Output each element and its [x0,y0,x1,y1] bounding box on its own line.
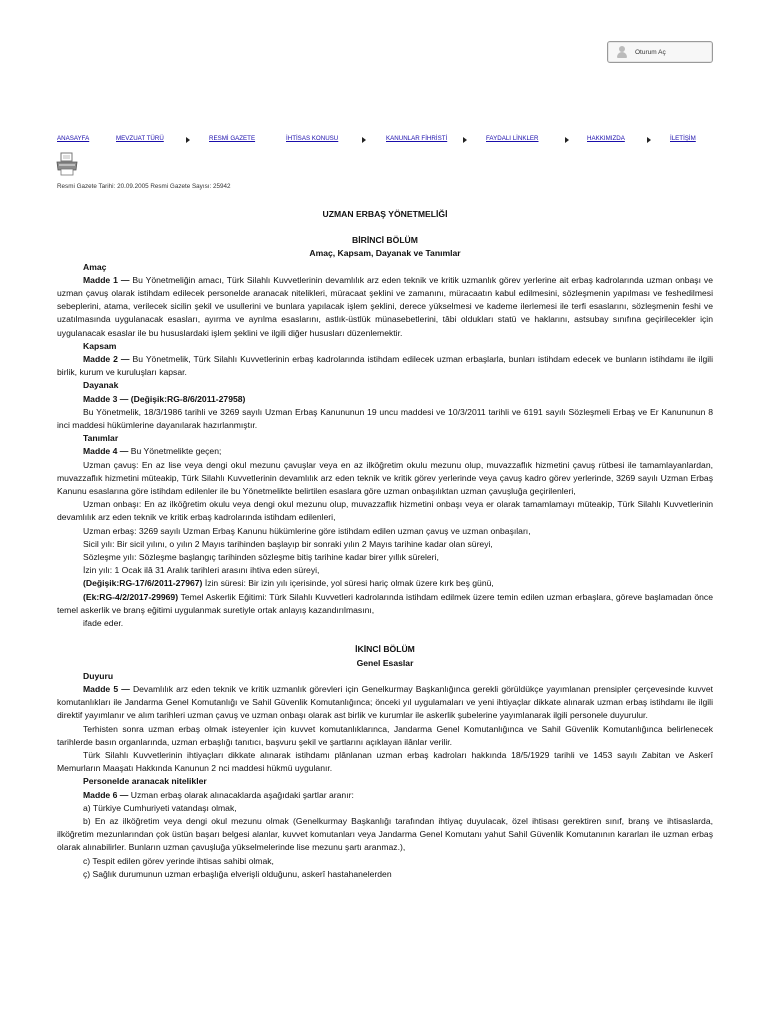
article: Madde 6 — Uzman erbaş olarak alınacaklarda aşağıdaki şartlar aranır: [83,789,354,800]
paragraph: Türk Silahlı Kuvvetlerinin ihtiyaçları dikkate alınarak istihdamı plânlanan uzman erbaş kadroları hakkında 18/5/1929 tarihli ve 1453 sayılı Zabitan ve Askerî Memurların Maaşatı Hakkında Kanunun 2 nci maddesi hükmü uygulanır. [57,749,713,774]
heading: Dayanak [83,380,119,391]
article: Madde 1 — Bu Yönetmeliğin amacı, Türk Silahlı Kuvvetlerinin devamlılık arz eden teknik ve kritik uzmanlık görev yerlerine ait erbaş kadrolarında uzman onbaşı ve uzman çavuş olarak istihdam edilecek personelde aranacak nitelikleri, müracaat şeklini ve zamanını, müracaatın kabul edilmesini, sözleşmenin yapılması ve feshedilmesi sebeplerini, atama, verilecek sicilin şekil ve usullerini ve bunlara yapılacak işlem şeklini, derece yükselmesi ve kademe ilerlemesi ile terfi esaslarını, sözleşmenin feshi ve uzatılmasında uygulanacak esasları, ayırma ve ayrılma esaslarını, astlık-üstlük münasebetlerini, tâbi oldukları statü ve haklarını, astsubay sınıfına geçirilecekler için uygulanacak esaslar ile bu hususlardaki işlem şeklini ve ilgili diğer hususları düzenlemektir. [57,274,713,338]
nav-legislation-type[interactable]: MEVZUAT TÜRÜ [116,135,164,142]
heading: Kapsam [83,340,117,351]
section-title: BİRİNCİ BÖLÜM [352,235,418,246]
nav-about[interactable]: HAKKIMIZDA [587,135,625,142]
heading: Duyuru [83,670,114,681]
list-item: b) En az ilköğretim veya dengi okul mezunu olmak (Genelkurmay Başkanlığı tarafından ihtiyaç duyulacak, özel ihtisası gerektiren sınıf, branş ve ihtisaslarda, ilköğretim mezunlarından çok üstün başarı belgesi alanlar, kuvvet komutanları veya Jandarma Genel Komutanı yahut Sahil Güvenlik Komutanının kararları ile uzman erbaş olarak alınabilirler. Bunların uzman çavuşluğa yükselmelerinde lise mezunu şartı aranmaz.), [57,815,713,853]
definition: Sözleşme yılı: Sözleşme başlangıç tarihinden sözleşme bitiş tarihine kadar birer yıllık süreleri, [83,552,439,563]
document-body [57,208,713,881]
definition: Uzman erbaş: 3269 sayılı Uzman Erbaş Kanunu hükümlerine göre istihdam edilen uzman çavuş ve uzman onbaşıları, [83,525,531,536]
heading: Amaç [83,261,107,272]
doc-title: UZMAN ERBAŞ YÖNETMELİĞİ [322,209,448,219]
list-item: a) Türkiye Cumhuriyeti vatandaşı olmak, [83,802,237,813]
definition: Uzman çavuş: En az lise veya dengi okul mezunu çavuşlar veya en az ilköğretim okulu mezunu olup, muvazzaflık hizmetini çavuş rütbesi ile tamamlayanlardan, muvazzaflık hizmetini müteakip, Türk Silahlı Kuvvetlerinin devamlılık arz eden teknik ve kritik görev yerlerinde veya çavuş kadro görev yerlerinde, 3269 sayılı Uzman Erbaş Kanunu esaslarına göre istihdam edilenler ile bu Yönetmelikte belirtilen esaslara göre uzman onbaşılıktan uzman çavuşluğa geçirilenleri, [57,459,713,497]
article-label: Madde 3 — (Değişik:RG-8/6/2011-27958) [83,393,246,404]
definition: Uzman onbaşı: En az ilköğretim okulu veya dengi okul mezunu olup, muvazzaflık hizmetini onbaşı veya er olarak tamamlamayı müteakip, Türk Silahlı Kuvvetlerinin devamlılık arz eden teknik ve kritik erbaş kadrolarında istihdam edilenleri, [57,499,713,523]
definition: Sicil yılı: Bir sicil yılını, o yılın 2 Mayıs tarihinden başlayıp bir sonraki yılın 2 Mayıs tarihine kadar olan süreyi, [83,538,493,549]
section-subtitle: Genel Esaslar [356,657,414,668]
login-label: Oturum Aç [635,48,666,56]
nav-arrow-icon [647,137,651,143]
heading: Personelde aranacak nitelikler [83,776,207,787]
main-nav [57,135,707,145]
nav-arrow-icon [565,137,569,143]
paragraph: Terhisten sonra uzman erbaş olmak isteyenler için kuvvet komutanlıklarınca, Jandarma Genel Komutanlığınca ve Sahil Güvenlik Komutanlığınca belirlenecek tarihlerde basın organlarında, uzman erbaşlığı tanıtıcı, başvuru şekil ve şartlarını açıklayan ilânlar verilir. [57,723,713,747]
section-title: İKİNCİ BÖLÜM [355,644,415,655]
section-subtitle: Amaç, Kapsam, Dayanak ve Tanımlar [309,248,461,259]
definition: (Ek:RG-4/2/2017-29969) Temel Askerlik Eğitimi: Türk Silahlı Kuvvetleri kadrolarında istihdam edilmek üzere temin edilen uzman erbaşlara, göreve başlamadan önce temel askerlik ve branş eğitimi uygulanmak suretiyle ortak anlayış kazandırılmasını, [57,591,713,615]
definition: İzin yılı: 1 Ocak ilâ 31 Aralık tarihleri arasını ihtiva eden süreyi, [83,565,320,576]
article: Madde 5 — Devamlılık arz eden teknik ve kritik uzmanlık görevleri için Genelkurmay Başkanlığınca gerekli görüldükçe yayımlanan prensipler çerçevesinde kuvvet komutanlıkları ile Jandarma Genel Komutanlığı ve Sahil Güvenlik Komutanlığınca; önceki yıl uygulamaları ve yeni ihtiyaçlar dikkate alınarak uzman erbaş istihdamı ile ilgili direktif yayımlanır ve alım tarihleri uzman çavuş ve uzman onbaşı olarak ast birlik ve kurumlar ile askerlik şubelerine yayımlanarak ilgili personele duyurulur. [57,683,713,721]
gazette-meta: Resmi Gazete Tarihi: 20.09.2005 Resmi Gazete Sayısı: 25942 [57,183,231,190]
nav-useful-links[interactable]: FAYDALI LİNKLER [486,135,539,142]
nav-contact[interactable]: İLETİŞİM [670,135,696,142]
nav-arrow-icon [463,137,467,143]
article: Bu Yönetmelik, 18/3/1986 tarihli ve 3269 sayılı Uzman Erbaş Kanununun 19 uncu maddesi ve 10/3/2011 tarihli ve 6191 sayılı Sözleşmeli Erbaş ve Er Kanununun 8 inci maddesi hükümlerine dayanılarak hazırlanmıştır. [57,406,713,431]
nav-arrow-icon [362,137,366,143]
list-item: c) Tespit edilen görev yerinde ihtisas sahibi olmak, [83,855,274,866]
nav-specialty[interactable]: İHTİSAS KONUSU [286,135,339,142]
definition: (Değişik:RG-17/6/2011-27967) İzin süresi: Bir izin yılı içerisinde, yol süresi hariç olmak üzere kırk beş günü, [83,578,494,589]
login-button[interactable] [607,41,713,63]
article: Madde 4 — Bu Yönetmelikte geçen; [83,446,222,457]
list-item: ç) Sağlık durumunun uzman erbaşlığa elverişli olduğunu, askerî hastahanelerden [83,868,392,879]
definition: ifade eder. [83,618,124,629]
nav-home[interactable]: ANASAYFA [57,135,90,142]
nav-law-index[interactable]: KANUNLAR FİHRİSTİ [386,135,448,142]
printer-icon[interactable] [56,152,78,176]
article: Madde 2 — Bu Yönetmelik, Türk Silahlı Kuvvetlerinin erbaş kadrolarında istihdam edilecek uzman erbaşlarla, bunları istihdam edecek ve bunların istihdamı ile ilgili birlik, kurum ve kuruluşları kapsar. [57,354,713,378]
user-icon [617,46,627,58]
heading: Tanımlar [83,433,119,444]
nav-arrow-icon [186,137,190,143]
nav-official-gazette[interactable]: RESMİ GAZETE [209,135,256,142]
